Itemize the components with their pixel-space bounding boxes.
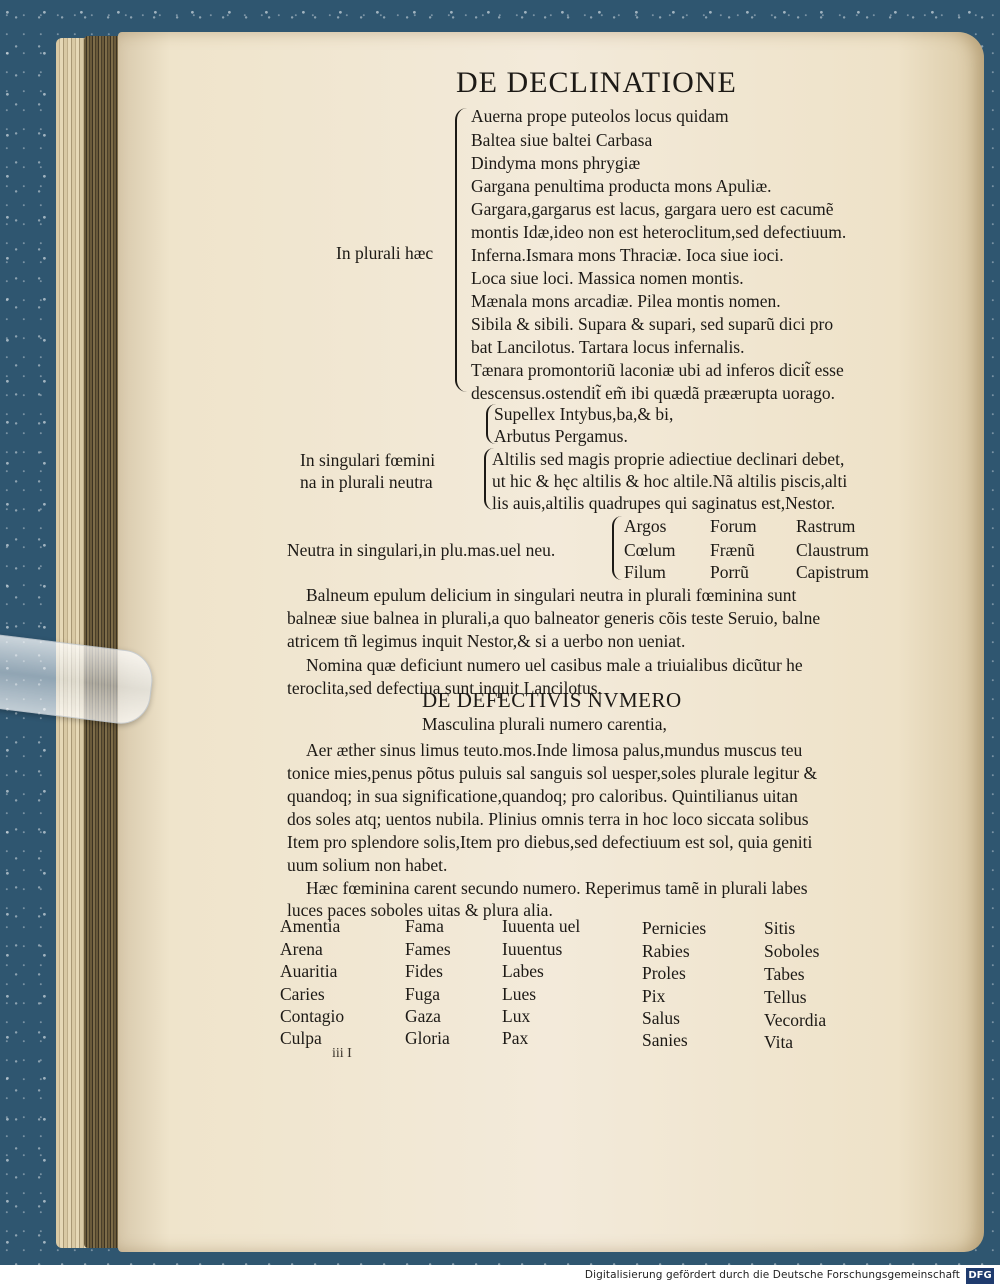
word: Tabes <box>764 964 805 984</box>
paragraph-line: Hæc fœminina carent secundo numero. Reperimus tamẽ in plurali labes <box>306 878 808 898</box>
line: ut hic & hęc altilis & hoc altile.Nã altilis piscis,alti <box>492 471 848 491</box>
word: Vecordia <box>764 1010 827 1030</box>
bracket-label-2: In singulari fœmini <box>300 450 436 470</box>
word: Contagio <box>280 1006 345 1026</box>
line: montis Idæ,ideo non est heteroclitum,sed defectiuum. <box>471 222 847 242</box>
footer-text: Digitalisierung gefördert durch die Deutsche Forschungsgemeinschaft <box>584 1269 960 1281</box>
signature-mark: iii I <box>332 1046 352 1061</box>
paragraph-line: uum solium non habet. <box>287 855 448 875</box>
paragraph-line: quandoq; in sua significatione,quandoq; pro caloribus. Quintilianus uitan <box>287 786 798 806</box>
word: Proles <box>642 963 686 983</box>
neutra-cell: Forum <box>710 516 757 536</box>
paragraph-line: Item pro splendore solis,Item pro diebus,sed defectiuum est sol, quia geniti <box>287 832 813 852</box>
word: Lux <box>502 1006 531 1026</box>
line: Gargana penultima producta mons Apuliæ. <box>471 176 772 196</box>
line: lis auis,altilis quadrupes qui saginatus est,Nestor. <box>492 493 836 513</box>
line: bat Lancilotus. Tartara locus infernalis. <box>471 337 745 357</box>
word: Tellus <box>764 987 807 1007</box>
word: Pernicies <box>642 918 707 938</box>
bracket-label-1: In plurali hæc <box>336 243 434 263</box>
word: Fama <box>405 916 444 936</box>
word: Fuga <box>405 984 440 1004</box>
line: Inferna.Ismara mons Thraciæ. Ioca siue ioci. <box>471 245 784 265</box>
word: Pax <box>502 1028 529 1048</box>
neutra-cell: Filum <box>624 562 666 582</box>
neutra-cell: Porrũ <box>710 562 749 582</box>
paragraph-line: luces paces soboles uitas & plura alia. <box>287 900 553 920</box>
neutra-label: Neutra in singulari,in plu.mas.uel neu. <box>287 540 556 560</box>
paragraph-line: Nomina quæ deficiunt numero uel casibus male a triuialibus dicũtur he <box>306 655 803 675</box>
word: Fides <box>405 961 443 981</box>
word: Vita <box>764 1032 794 1052</box>
line: Baltea siue baltei Carbasa <box>471 130 653 150</box>
line: Tænara promontoriũ laconiæ ubi ad inferos dicit̃ esse <box>471 360 844 380</box>
line: Gargara,gargarus est lacus, gargara uero est cacumẽ <box>471 199 834 219</box>
word: Pix <box>642 986 666 1006</box>
bracket-1 <box>455 108 467 392</box>
neutra-cell: Argos <box>624 516 667 536</box>
page-title: DE DECLINATIONE <box>456 66 737 99</box>
line: Dindyma mons phrygiæ <box>471 153 641 173</box>
line: Mænala mons arcadiæ. Pilea montis nomen. <box>471 291 781 311</box>
paragraph-line: dos soles atq; uentos nubila. Plinius omnis terra in hoc loco siccata solibus <box>287 809 809 829</box>
word: Rabies <box>642 941 690 961</box>
bracket-label-2b: na in plurali neutra <box>300 472 433 492</box>
paragraph-line: atricem tñ legimus inquit Nestor,& si a uerbo non ueniat. <box>287 631 686 651</box>
word: Sitis <box>764 918 796 938</box>
line: Sibila & sibili. Supara & supari, sed suparũ dici pro <box>471 314 834 334</box>
paragraph-line: teroclita,sed defectiua sunt inquit Lancilotus. <box>287 678 602 698</box>
neutra-cell: Capistrum <box>796 562 869 582</box>
line: Arbutus Pergamus. <box>494 426 628 446</box>
word: Culpa <box>280 1028 322 1048</box>
neutra-cell: Rastrum <box>796 516 856 536</box>
word: Amentia <box>280 916 341 936</box>
word: Iuuenta uel <box>502 916 581 936</box>
neutra-cell: Cœlum <box>624 540 676 560</box>
section-heading: DE DEFECTIVIS NVMERO <box>422 688 682 712</box>
subheading: Masculina plurali numero carentia, <box>422 714 667 734</box>
line: Auerna prope puteolos locus quidam <box>471 106 729 126</box>
word: Salus <box>642 1008 680 1028</box>
word: Labes <box>502 961 544 981</box>
word: Arena <box>280 939 323 959</box>
dfg-logo-icon: DFG <box>966 1268 994 1284</box>
line: Altilis sed magis proprie adiectiue declinari debet, <box>492 449 845 469</box>
footer-bar <box>0 1265 1000 1288</box>
line: Supellex Intybus,ba,& bi, <box>494 404 674 424</box>
word: Fames <box>405 939 451 959</box>
paragraph-line: Balneum epulum delicium in singulari neutra in plurali fœminina sunt <box>306 585 797 605</box>
word: Gloria <box>405 1028 450 1048</box>
word: Soboles <box>764 941 820 961</box>
word: Gaza <box>405 1006 441 1026</box>
word: Iuuentus <box>502 939 563 959</box>
word: Caries <box>280 984 325 1004</box>
paragraph-line: Aer æther sinus limus teuto.mos.Inde limosa palus,mundus muscus teu <box>306 740 803 760</box>
line: Loca siue loci. Massica nomen montis. <box>471 268 744 288</box>
paragraph-line: tonice mies,penus põtus puluis sal sanguis sol uesper,soles plurale legitur & <box>287 763 818 783</box>
word: Lues <box>502 984 537 1004</box>
neutra-cell: Frænũ <box>710 540 755 560</box>
word: Sanies <box>642 1030 688 1050</box>
paragraph-line: balneæ siue balnea in plurali,a quo balneator generis cõis teste Seruio, balne <box>287 608 821 628</box>
word: Auaritia <box>280 961 338 981</box>
bracket-4 <box>612 516 622 580</box>
line: descensus.ostendit̃ em̃ ibi quædã præærupta uorago. <box>471 383 836 403</box>
neutra-cell: Claustrum <box>796 540 869 560</box>
